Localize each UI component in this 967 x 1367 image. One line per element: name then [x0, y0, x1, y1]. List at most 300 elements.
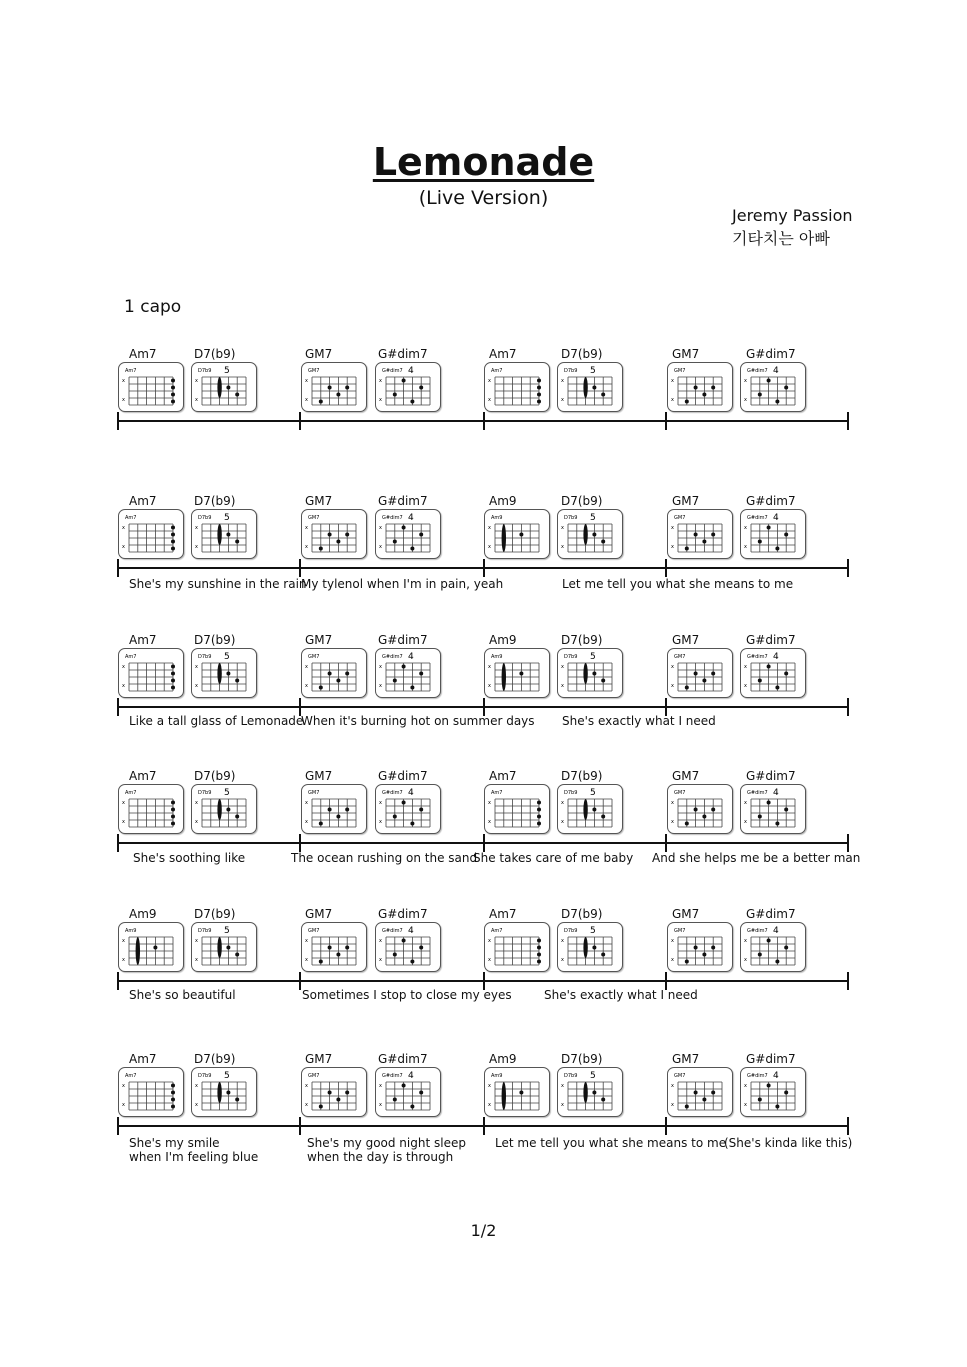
finger-dot [345, 946, 349, 950]
finger-dot [345, 1091, 349, 1095]
finger-dot [402, 939, 406, 943]
finger-dot [226, 672, 230, 676]
muted-string-mark: x [488, 525, 491, 531]
chord-name: D7(b9) [194, 1052, 236, 1066]
muted-string-mark: x [561, 683, 564, 689]
chord-name: Am9 [129, 907, 157, 921]
chord-diagram-label: D7b9 [564, 515, 578, 521]
chord-diagram-grid [668, 1068, 732, 1116]
chord-diagram-fret: 5 [590, 652, 596, 662]
chord-diagram [375, 362, 441, 412]
muted-string-mark: x [122, 525, 125, 531]
muted-string-mark: x [195, 664, 198, 670]
finger-dot [328, 808, 332, 812]
chord-diagram [191, 648, 257, 698]
finger-dot [345, 386, 349, 390]
chord-diagram-grid [558, 363, 622, 411]
chord-diagram-grid [376, 923, 440, 971]
chord-diagram-fret: 4 [773, 788, 779, 798]
muted-string-mark: x [305, 819, 308, 825]
chord-name: D7(b9) [194, 347, 236, 361]
finger-dot [537, 815, 541, 819]
muted-string-mark: x [305, 664, 308, 670]
chord-name: G#dim7 [378, 907, 428, 921]
muted-string-mark: x [122, 1102, 125, 1108]
finger-dot [537, 939, 541, 943]
chord-diagram-label: D7b9 [198, 928, 212, 934]
finger-dot [402, 379, 406, 383]
finger-dot [319, 1105, 323, 1109]
chord-diagram [484, 922, 550, 972]
finger-dot [319, 400, 323, 404]
chord-name: D7(b9) [561, 769, 603, 783]
chord-name: D7(b9) [561, 907, 603, 921]
chord-diagram-fret: 5 [224, 788, 230, 798]
chord-diagram-fret: 4 [773, 1071, 779, 1081]
lyric-line: When it's burning hot on summer days [301, 714, 535, 728]
chord-diagram-label: G#dim7 [747, 790, 768, 796]
muted-string-mark: x [122, 664, 125, 670]
muted-string-mark: x [488, 1083, 491, 1089]
finger-dot [601, 953, 605, 957]
song-title: Lemonade [372, 140, 595, 184]
muted-string-mark: x [561, 664, 564, 670]
finger-dot [336, 540, 340, 544]
finger-dot [694, 808, 698, 812]
finger-dot [601, 1098, 605, 1102]
finger-dot [702, 815, 706, 819]
chord-diagram [740, 784, 806, 834]
finger-dot [345, 808, 349, 812]
chord-diagram-fret: 5 [224, 366, 230, 376]
finger-dot [393, 540, 397, 544]
chord-name: D7(b9) [561, 1052, 603, 1066]
chord-diagram-label: G#dim7 [747, 928, 768, 934]
finger-dot [171, 808, 175, 812]
arranger-name: 기타치는 아빠 [732, 229, 830, 248]
finger-dot [171, 679, 175, 683]
muted-string-mark: x [488, 819, 491, 825]
lyric-line: She's my smile when I'm feeling blue [129, 1136, 259, 1164]
chord-diagram-grid [741, 649, 805, 697]
finger-dot [336, 393, 340, 397]
chord-diagram-fret: 5 [224, 513, 230, 523]
song-subtitle: (Live Version) [418, 187, 549, 209]
chord-diagram-label: D7b9 [564, 654, 578, 660]
finger-dot [419, 1091, 423, 1095]
barre-mark [217, 663, 221, 684]
muted-string-mark: x [195, 800, 198, 806]
barre-mark [502, 663, 506, 691]
muted-string-mark: x [561, 544, 564, 550]
finger-dot [171, 386, 175, 390]
chord-diagram-grid [376, 785, 440, 833]
chord-diagram [667, 648, 733, 698]
finger-dot [775, 960, 779, 964]
barre-mark [217, 937, 221, 958]
finger-dot [519, 672, 523, 676]
chord-name: GM7 [672, 907, 700, 921]
muted-string-mark: x [744, 938, 747, 944]
lyric-line: (She's kinda like this) [724, 1136, 853, 1150]
measure-line [0, 1114, 967, 1138]
finger-dot [410, 547, 414, 551]
muted-string-mark: x [122, 1083, 125, 1089]
chord-diagram-label: G#dim7 [382, 515, 403, 521]
muted-string-mark: x [671, 938, 674, 944]
chord-diagram-label: GM7 [308, 515, 320, 521]
muted-string-mark: x [195, 1102, 198, 1108]
muted-string-mark: x [488, 397, 491, 403]
muted-string-mark: x [379, 1083, 382, 1089]
chord-name: D7(b9) [561, 347, 603, 361]
chord-diagram [484, 509, 550, 559]
muted-string-mark: x [122, 397, 125, 403]
muted-string-mark: x [671, 378, 674, 384]
chord-diagram [557, 922, 623, 972]
finger-dot [694, 386, 698, 390]
finger-dot [402, 526, 406, 530]
finger-dot [767, 939, 771, 943]
muted-string-mark: x [744, 664, 747, 670]
muted-string-mark: x [744, 525, 747, 531]
muted-string-mark: x [305, 378, 308, 384]
finger-dot [767, 801, 771, 805]
finger-dot [519, 1091, 523, 1095]
chord-diagram [667, 1067, 733, 1117]
chord-name: GM7 [672, 633, 700, 647]
finger-dot [171, 672, 175, 676]
muted-string-mark: x [671, 683, 674, 689]
chord-diagram-label: G#dim7 [747, 515, 768, 521]
muted-string-mark: x [744, 683, 747, 689]
finger-dot [410, 400, 414, 404]
muted-string-mark: x [305, 957, 308, 963]
chord-name: Am9 [489, 1052, 517, 1066]
chord-diagram [667, 362, 733, 412]
chord-diagram [301, 1067, 367, 1117]
chord-diagram-label: Am7 [125, 368, 137, 374]
lyric-line: She's my sunshine in the rain [129, 577, 307, 591]
chord-diagram-label: G#dim7 [382, 1073, 403, 1079]
finger-dot [784, 1091, 788, 1095]
muted-string-mark: x [305, 1102, 308, 1108]
finger-dot [319, 960, 323, 964]
finger-dot [758, 393, 762, 397]
finger-dot [171, 822, 175, 826]
barre-mark [217, 524, 221, 545]
chord-diagram-grid [485, 649, 549, 697]
barre-mark [583, 1082, 587, 1103]
finger-dot [711, 386, 715, 390]
chord-diagram-fret: 5 [590, 788, 596, 798]
muted-string-mark: x [488, 664, 491, 670]
muted-string-mark: x [671, 957, 674, 963]
finger-dot [171, 533, 175, 537]
chord-name: D7(b9) [194, 494, 236, 508]
chord-diagram-label: Am7 [125, 654, 137, 660]
chord-diagram-grid [192, 649, 256, 697]
muted-string-mark: x [122, 800, 125, 806]
muted-string-mark: x [195, 397, 198, 403]
finger-dot [226, 808, 230, 812]
finger-dot [537, 946, 541, 950]
finger-dot [345, 672, 349, 676]
chord-diagram-grid [485, 1068, 549, 1116]
finger-dot [537, 822, 541, 826]
finger-dot [171, 815, 175, 819]
finger-dot [171, 686, 175, 690]
muted-string-mark: x [744, 1083, 747, 1089]
finger-dot [345, 533, 349, 537]
chord-name: GM7 [305, 769, 333, 783]
chord-diagram [301, 362, 367, 412]
chord-diagram [557, 362, 623, 412]
chord-name: D7(b9) [561, 633, 603, 647]
chord-diagram [301, 922, 367, 972]
muted-string-mark: x [195, 544, 198, 550]
chord-name: Am7 [129, 769, 157, 783]
chord-diagram-fret: 5 [224, 926, 230, 936]
chord-diagram-grid [741, 923, 805, 971]
finger-dot [685, 400, 689, 404]
finger-dot [537, 379, 541, 383]
chord-name: D7(b9) [194, 907, 236, 921]
capo-instruction: 1 capo [124, 297, 182, 317]
chord-name: Am9 [489, 633, 517, 647]
muted-string-mark: x [744, 397, 747, 403]
chord-diagram-label: G#dim7 [382, 790, 403, 796]
chord-diagram [740, 648, 806, 698]
muted-string-mark: x [379, 683, 382, 689]
finger-dot [711, 946, 715, 950]
muted-string-mark: x [122, 957, 125, 963]
chord-diagram-grid [119, 363, 183, 411]
muted-string-mark: x [561, 1083, 564, 1089]
chord-diagram [667, 922, 733, 972]
chord-diagram-label: G#dim7 [382, 654, 403, 660]
finger-dot [171, 1105, 175, 1109]
finger-dot [153, 946, 157, 950]
chord-diagram-fret: 4 [773, 926, 779, 936]
finger-dot [775, 822, 779, 826]
finger-dot [758, 815, 762, 819]
chord-name: GM7 [305, 633, 333, 647]
finger-dot [694, 1091, 698, 1095]
barre-mark [583, 937, 587, 958]
muted-string-mark: x [488, 938, 491, 944]
chord-diagram-grid [192, 923, 256, 971]
finger-dot [336, 1098, 340, 1102]
muted-string-mark: x [744, 378, 747, 384]
finger-dot [226, 386, 230, 390]
finger-dot [402, 801, 406, 805]
finger-dot [767, 1084, 771, 1088]
chord-diagram [740, 509, 806, 559]
finger-dot [336, 815, 340, 819]
muted-string-mark: x [305, 397, 308, 403]
finger-dot [702, 953, 706, 957]
muted-string-mark: x [744, 1102, 747, 1108]
finger-dot [711, 808, 715, 812]
chord-diagram-grid [302, 923, 366, 971]
finger-dot [410, 1105, 414, 1109]
chord-diagram [740, 362, 806, 412]
finger-dot [410, 822, 414, 826]
chord-diagram-grid [741, 363, 805, 411]
lyric-line: She takes care of me baby [473, 851, 634, 865]
lyric-line: She's so beautiful [129, 988, 236, 1002]
chord-diagram-fret: 4 [408, 366, 414, 376]
muted-string-mark: x [379, 544, 382, 550]
finger-dot [319, 686, 323, 690]
finger-dot [702, 540, 706, 544]
chord-name: G#dim7 [378, 1052, 428, 1066]
muted-string-mark: x [488, 378, 491, 384]
chord-diagram-label: GM7 [674, 515, 686, 521]
finger-dot [601, 815, 605, 819]
artist-name: Jeremy Passion [732, 206, 853, 225]
chord-system [0, 1050, 967, 1250]
muted-string-mark: x [671, 1102, 674, 1108]
chord-diagram-fret: 4 [773, 513, 779, 523]
chord-diagram [118, 1067, 184, 1117]
finger-dot [328, 672, 332, 676]
chord-diagram-fret: 5 [224, 652, 230, 662]
muted-string-mark: x [122, 938, 125, 944]
muted-string-mark: x [561, 525, 564, 531]
finger-dot [171, 1084, 175, 1088]
chord-diagram-grid [119, 649, 183, 697]
chord-diagram [118, 784, 184, 834]
chord-name: G#dim7 [746, 1052, 796, 1066]
finger-dot [171, 540, 175, 544]
lyric-line: Like a tall glass of Lemonade [129, 714, 304, 728]
chord-diagram [667, 784, 733, 834]
chord-diagram-label: Am7 [491, 790, 503, 796]
muted-string-mark: x [488, 957, 491, 963]
chord-diagram-grid [302, 785, 366, 833]
muted-string-mark: x [671, 544, 674, 550]
chord-diagram-grid [668, 649, 732, 697]
lyric-line: She's my good night sleep when the day is through [307, 1136, 466, 1164]
chord-diagram-fret: 4 [408, 652, 414, 662]
muted-string-mark: x [195, 525, 198, 531]
lyric-line: And she helps me be a better man [652, 851, 861, 865]
measure-line [0, 409, 967, 433]
finger-dot [336, 953, 340, 957]
chord-diagram [740, 1067, 806, 1117]
finger-dot [702, 393, 706, 397]
chord-name: Am9 [489, 494, 517, 508]
finger-dot [537, 960, 541, 964]
finger-dot [685, 1105, 689, 1109]
chord-diagram-grid [302, 1068, 366, 1116]
muted-string-mark: x [561, 819, 564, 825]
muted-string-mark: x [488, 1102, 491, 1108]
finger-dot [328, 1091, 332, 1095]
muted-string-mark: x [122, 378, 125, 384]
finger-dot [592, 386, 596, 390]
finger-dot [235, 815, 239, 819]
finger-dot [694, 946, 698, 950]
chord-diagram-grid [558, 649, 622, 697]
chord-diagram [118, 362, 184, 412]
chord-diagram [484, 362, 550, 412]
muted-string-mark: x [561, 800, 564, 806]
chord-name: D7(b9) [561, 494, 603, 508]
barre-mark [583, 377, 587, 398]
muted-string-mark: x [379, 819, 382, 825]
lyric-line: She's soothing like [133, 851, 246, 865]
chord-diagram [557, 648, 623, 698]
chord-diagram-label: Am9 [491, 654, 503, 660]
finger-dot [775, 547, 779, 551]
chord-diagram-label: GM7 [674, 928, 686, 934]
chord-diagram-grid [668, 785, 732, 833]
chord-diagram-fret: 5 [590, 366, 596, 376]
chord-diagram [118, 509, 184, 559]
chord-diagram-fret: 4 [408, 1071, 414, 1081]
chord-diagram-label: Am9 [491, 1073, 503, 1079]
finger-dot [702, 1098, 706, 1102]
finger-dot [419, 946, 423, 950]
barre-mark [583, 799, 587, 820]
muted-string-mark: x [671, 819, 674, 825]
finger-dot [767, 665, 771, 669]
chord-diagram [118, 922, 184, 972]
lyric-line: She's exactly what I need [562, 714, 716, 728]
chord-diagram-grid [668, 363, 732, 411]
chord-name: G#dim7 [746, 907, 796, 921]
chord-diagram-label: GM7 [674, 654, 686, 660]
barre-mark [583, 663, 587, 684]
lyric-line: My tylenol when I'm in pain, yeah [301, 577, 504, 591]
muted-string-mark: x [195, 683, 198, 689]
finger-dot [171, 526, 175, 530]
chord-diagram-label: G#dim7 [747, 1073, 768, 1079]
chord-diagram-grid [485, 363, 549, 411]
muted-string-mark: x [379, 397, 382, 403]
finger-dot [519, 533, 523, 537]
muted-string-mark: x [671, 525, 674, 531]
muted-string-mark: x [561, 938, 564, 944]
finger-dot [171, 1098, 175, 1102]
finger-dot [711, 533, 715, 537]
chord-diagram-label: D7b9 [198, 1073, 212, 1079]
finger-dot [235, 393, 239, 397]
finger-dot [767, 526, 771, 530]
finger-dot [328, 386, 332, 390]
finger-dot [775, 1105, 779, 1109]
finger-dot [235, 540, 239, 544]
chord-name: Am7 [489, 769, 517, 783]
chord-name: Am7 [129, 1052, 157, 1066]
chord-diagram-grid [376, 1068, 440, 1116]
chord-diagram-label: GM7 [308, 790, 320, 796]
chord-diagram-fret: 5 [224, 1071, 230, 1081]
finger-dot [319, 547, 323, 551]
finger-dot [784, 386, 788, 390]
chord-diagram-label: G#dim7 [382, 368, 403, 374]
finger-dot [758, 1098, 762, 1102]
finger-dot [685, 686, 689, 690]
chord-diagram [191, 1067, 257, 1117]
chord-diagram-grid [558, 510, 622, 558]
chord-diagram-fret: 4 [408, 926, 414, 936]
chord-diagram-fret: 5 [590, 513, 596, 523]
chord-diagram-label: Am9 [491, 515, 503, 521]
